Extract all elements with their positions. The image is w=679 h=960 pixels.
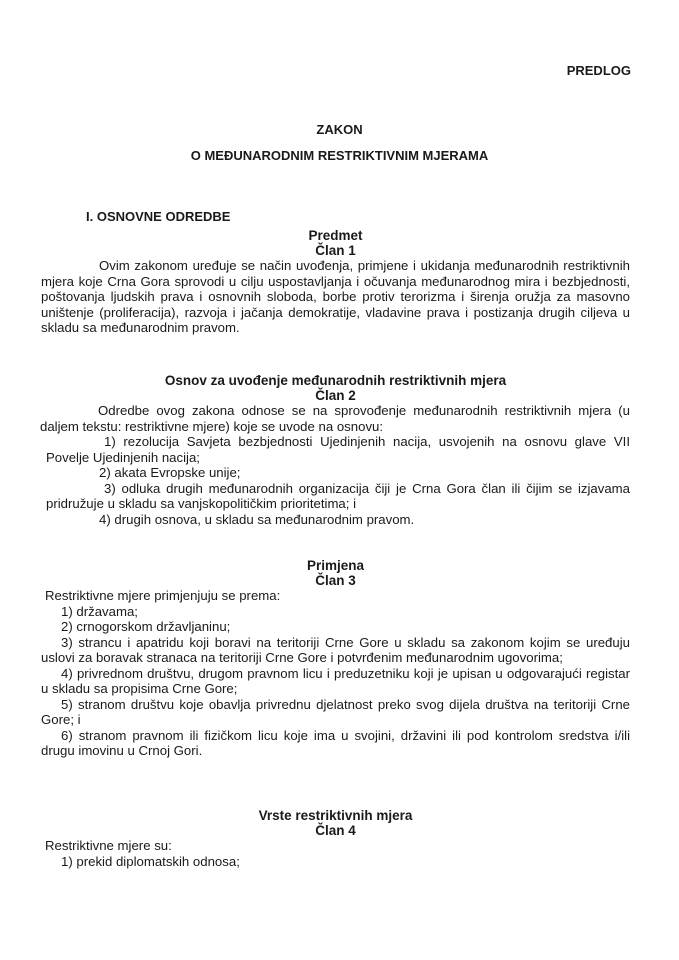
article-number: Član 1 bbox=[315, 243, 356, 258]
section-title: I. OSNOVNE ODREDBE bbox=[86, 209, 231, 224]
law-title: ZAKON bbox=[316, 122, 363, 137]
article-3 bbox=[41, 558, 630, 759]
list-item: 4) drugih osnova, u skladu sa međunarodnim pravom. bbox=[99, 511, 415, 527]
article-intro: Restriktivne mjere su: bbox=[45, 838, 172, 853]
article-number: Član 4 bbox=[315, 823, 356, 838]
list-item: 1) državama; bbox=[61, 603, 138, 619]
article-heading: Predmet bbox=[308, 228, 363, 243]
article-heading: Primjena bbox=[306, 558, 365, 573]
list-item: 4) privrednom društvu, drugom pravnom licu i preduzetniku koji je upisan u odgovarajući registar u skladu sa propisima Crne Gore; bbox=[41, 665, 630, 696]
document-status-label: PREDLOG bbox=[566, 63, 631, 78]
law-subtitle: O MEĐUNARODNIM RESTRIKTIVNIM MJERAMA bbox=[190, 148, 489, 163]
list-item: 6) stranom pravnom ili fizičkom licu koje ima u svojini, državini ili pod kontrolom sredstva i/ili drugu imovinu u Crnoj Gori. bbox=[41, 727, 630, 758]
list-item: 3) odluka drugih međunarodnih organizacija čiji je Crna Gora član ili čijim se izjavama pridružuje u skladu sa vanjskopolitičkim prioritetima; i bbox=[46, 480, 630, 511]
article-heading: Osnov za uvođenje međunarodnih restriktivnih mjera bbox=[164, 373, 507, 388]
list-item: 1) rezolucija Savjeta bezbjednosti Ujedinjenih nacija, usvojenih na osnovu glave VII Povelje Ujedinjenih nacija; bbox=[46, 434, 630, 465]
article-intro: Odredbe ovog zakona odnose se na sprovođenje međunarodnih restriktivnih mjera (u daljem tekstu: restriktivne mjere) koje se uvode na osnovu: bbox=[40, 403, 630, 434]
article-intro: Restriktivne mjere primjenjuju se prema: bbox=[45, 588, 281, 603]
article-1 bbox=[41, 228, 630, 336]
list-item: 1) prekid diplomatskih odnosa; bbox=[61, 853, 240, 869]
list-item: 2) akata Evropske unije; bbox=[99, 465, 241, 480]
article-2 bbox=[41, 373, 630, 527]
article-heading: Vrste restriktivnih mjera bbox=[258, 808, 413, 823]
list-item: 3) strancu i apatridu koji boravi na teritoriji Crne Gore u skladu sa zakonom kojim se uređuju uslovi za boravak stranaca na teritoriji Crne Gore i potvrđenim međunarodnim ugovorima; bbox=[41, 634, 630, 665]
article-number: Član 2 bbox=[315, 388, 356, 403]
article-paragraph: Ovim zakonom uređuje se način uvođenja, primjene i ukidanja međunarodnih restriktivnih mjera koje Crna Gora sprovodi u cilju uspostavljanja i očuvanja međunarodnog mira i bezbjednosti, poštovanja ljudskih prava i osnovnih sloboda, borbe protiv terorizma i širenja oružja za masovno uništenje (proliferacija), razvoja i jačanja demokratije, vladavine prava i postizanja drugih ciljeva u skladu sa međunarodnim pravom. bbox=[41, 258, 630, 335]
article-number: Član 3 bbox=[315, 573, 356, 588]
list-item: 5) stranom društvu koje obavlja privrednu djelatnost preko svog dijela društva na teritoriji Crne Gore; i bbox=[41, 696, 630, 727]
article-4 bbox=[41, 808, 630, 869]
list-item: 2) crnogorskom državljaninu; bbox=[61, 619, 231, 634]
